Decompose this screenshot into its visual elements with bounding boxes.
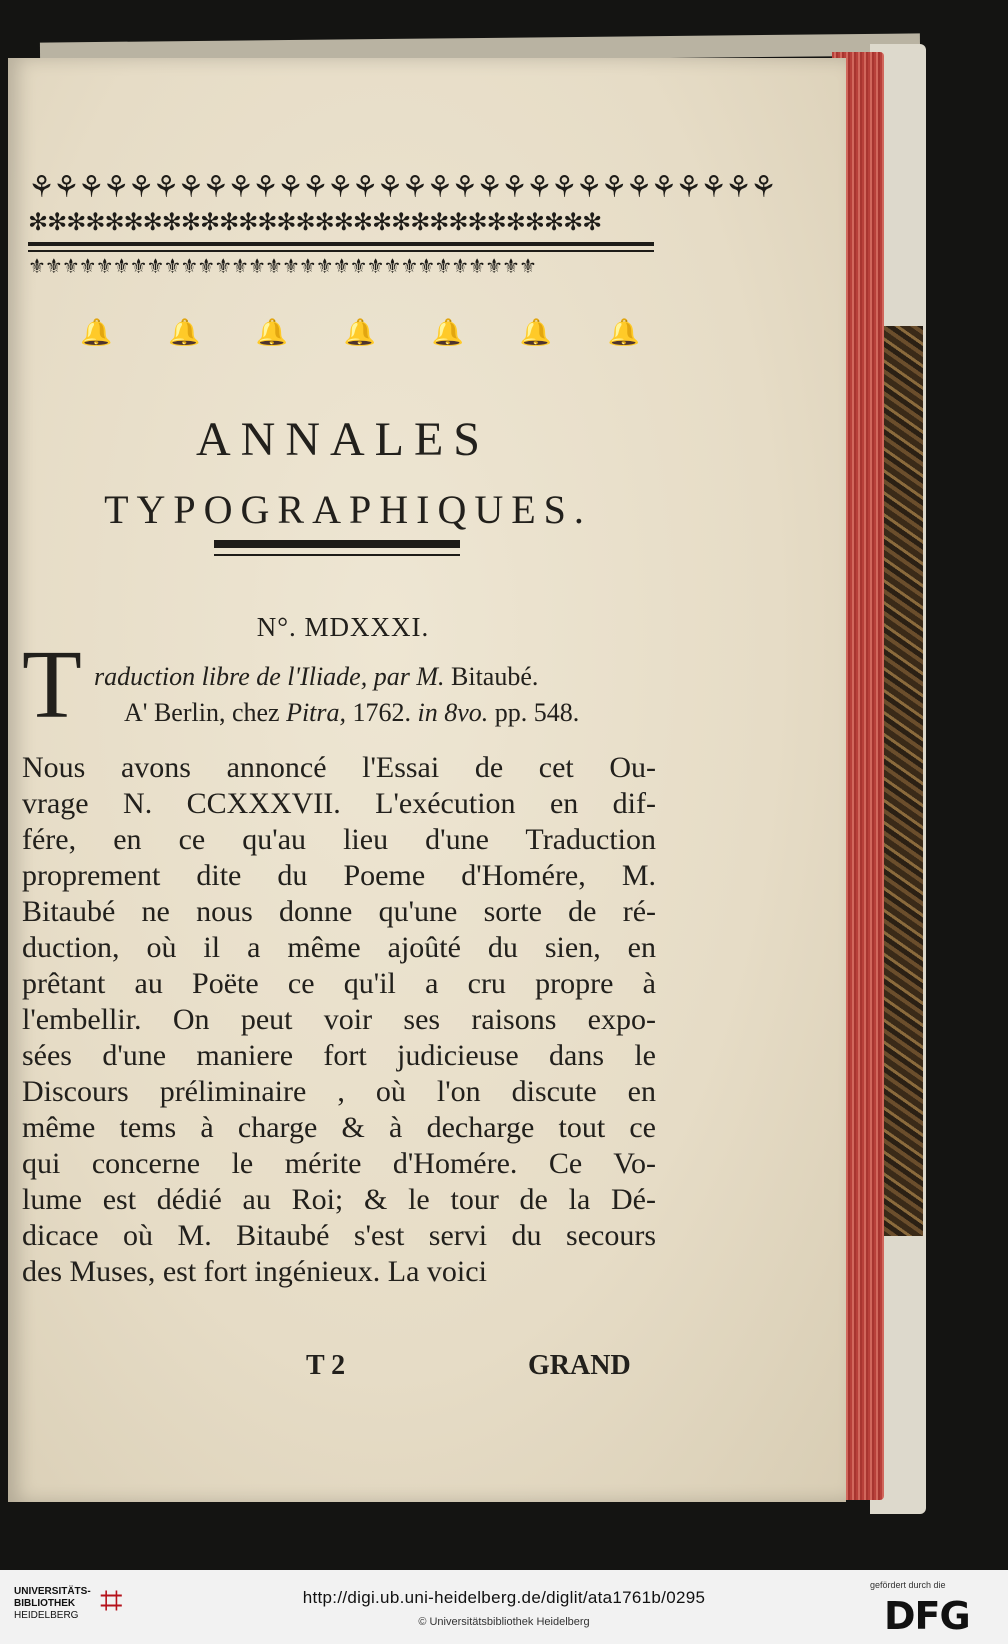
logo-text-line-3: HEIDELBERG — [14, 1610, 79, 1621]
entry-number: N°. MDXXXI. — [256, 612, 430, 642]
title-rule — [214, 540, 460, 548]
heading-year: 1762. — [346, 698, 418, 727]
entry-heading-line-2 — [124, 698, 654, 728]
copyright-notice: © Universitätsbibliothek Heidelberg — [418, 1616, 590, 1628]
body-line: Discours préliminaire , où l'on discute en — [22, 1075, 656, 1108]
body-line: lume est dédié au Roi; & le tour de la Dé- — [22, 1183, 656, 1216]
bell-icon: 🔔 — [343, 318, 377, 348]
body-paragraph — [22, 750, 656, 1290]
body-line: proprement dite du Poeme d'Homére, M. — [22, 859, 656, 892]
body-line: Nous avons annoncé l'Essai de cet Ou- — [22, 751, 656, 784]
dfg-logo[interactable]: DFG — [884, 1594, 970, 1638]
library-footer-bar — [0, 1570, 1008, 1644]
signature-mark: T 2 — [306, 1350, 346, 1381]
funding-caption: gefördert durch die — [870, 1580, 946, 1590]
entry-heading-line-1 — [94, 662, 654, 692]
heading-place: A' Berlin, chez — [124, 698, 287, 727]
heading-format: in 8vo. — [417, 698, 489, 727]
logo-text-line-1: UNIVERSITÄTS- — [14, 1586, 91, 1597]
body-line: vrage N. CCXXXVII. L'exécution en dif- — [22, 787, 656, 820]
bell-icon: 🔔 — [519, 318, 553, 348]
ornament-rule — [28, 242, 654, 246]
heading-italic: raduction libre de l'Iliade, par M. — [94, 662, 445, 691]
bell-icon: 🔔 — [255, 318, 289, 348]
logo-text-line-2: BIBLIOTHEK — [14, 1598, 76, 1609]
ornament-row-flowers: ⚘⚘⚘⚘⚘⚘⚘⚘⚘⚘⚘⚘⚘⚘⚘⚘⚘⚘⚘⚘⚘⚘⚘⚘⚘⚘⚘⚘⚘⚘ — [28, 170, 775, 205]
library-emblem-icon: ⌗ — [100, 1578, 123, 1624]
body-line: dicace où M. Bitaubé s'est servi du secours — [22, 1219, 656, 1252]
bell-icon: 🔔 — [80, 318, 113, 348]
book-page — [8, 58, 846, 1502]
body-line: duction, où il a même ajoûté du sien, en — [22, 931, 656, 964]
marbled-board — [881, 326, 923, 1236]
heading-author: Bitaubé. — [444, 662, 539, 691]
bell-icon: 🔔 — [167, 318, 201, 348]
body-line: sées d'une maniere fort judicieuse dans le — [22, 1039, 656, 1072]
body-line: fére, en ce qu'au lieu d'une Traduction — [22, 823, 656, 856]
bell-icon: 🔔 — [607, 318, 640, 348]
page-subtitle: TYPOGRAPHIQUES. — [104, 487, 592, 532]
ornament-rule-thin — [28, 250, 654, 252]
heading-publisher: Pitra, — [286, 698, 347, 727]
typographic-ornament — [28, 170, 775, 370]
title-rule-thin — [214, 554, 460, 556]
bell-icon: 🔔 — [431, 318, 465, 348]
body-line: Bitaubé ne nous donne qu'une sorte de ré- — [22, 895, 656, 928]
permalink-url[interactable]: http://digi.ub.uni-heidelberg.de/diglit/ata1761b/0295 — [302, 1588, 706, 1607]
drop-cap: T — [22, 631, 82, 739]
body-line: même tems à charge & à decharge tout ce — [22, 1111, 656, 1144]
heading-pages: pp. 548. — [488, 698, 580, 727]
page-title: ANNALES — [196, 413, 490, 466]
body-line: des Muses, est fort ingénieux. La voici — [22, 1255, 487, 1288]
body-line: prêtant au Poëte ce qu'il a cru propre à — [22, 967, 656, 1000]
ornament-row-fleurons: ⚜⚜⚜⚜⚜⚜⚜⚜⚜⚜⚜⚜⚜⚜⚜⚜⚜⚜⚜⚜⚜⚜⚜⚜⚜⚜⚜⚜⚜⚜ — [28, 254, 536, 278]
ornament-bells — [80, 318, 640, 348]
body-line: qui concerne le mérite d'Homére. Ce Vo- — [22, 1147, 656, 1180]
body-line: l'embellir. On peut voir ses raisons expo- — [22, 1003, 656, 1036]
ornament-row-stars: ✻✻✻✻✻✻✻✻✻✻✻✻✻✻✻✻✻✻✻✻✻✻✻✻✻✻✻✻✻✻ — [28, 208, 602, 236]
catchword: GRAND — [528, 1350, 631, 1381]
